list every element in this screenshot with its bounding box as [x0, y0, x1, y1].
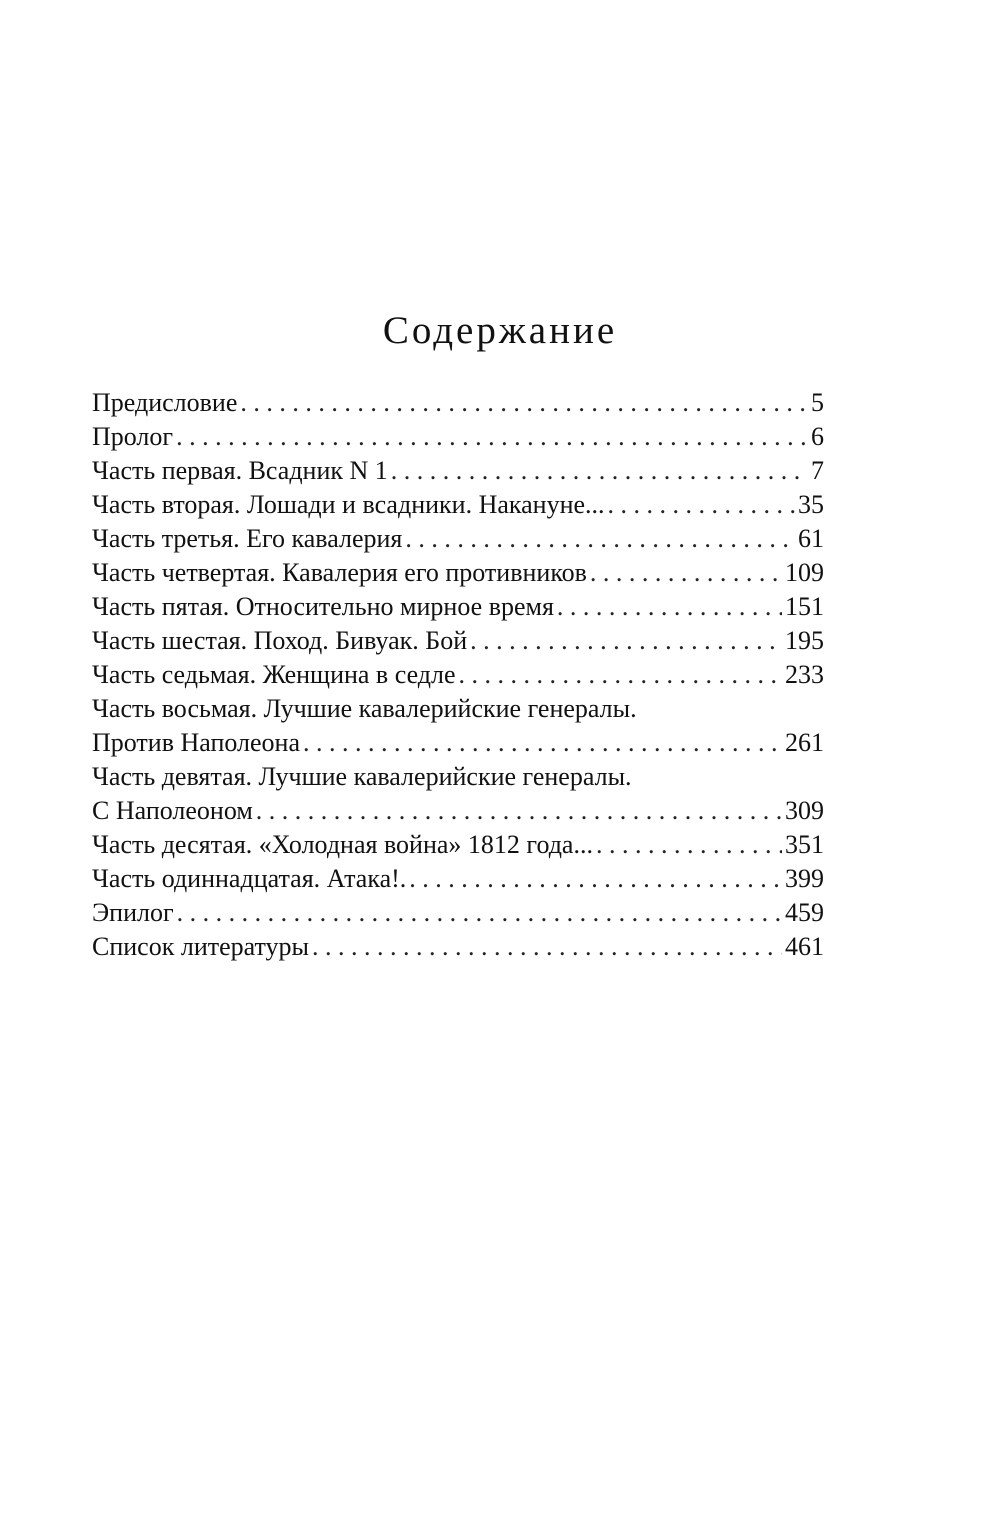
toc-entry: [92, 454, 824, 488]
toc-entry: [92, 658, 824, 692]
toc-entry: [92, 692, 824, 760]
toc-page-number: 351: [785, 830, 824, 859]
dot-leader: [391, 454, 808, 488]
toc-line-first: [92, 692, 824, 726]
toc-line-first: [92, 760, 824, 794]
dot-leader: [177, 896, 782, 930]
toc-page-number: 233: [785, 660, 824, 689]
toc-line: [92, 896, 824, 930]
toc-line: [92, 828, 824, 862]
toc-entry-title: Против Наполеона: [92, 728, 300, 757]
toc-entry: [92, 488, 824, 522]
dot-leader: [240, 386, 808, 420]
toc-line: [92, 522, 824, 556]
toc-line: [92, 624, 824, 658]
toc-page-number: 35: [798, 490, 824, 519]
toc-entry-title: Часть первая. Всадник N 1: [92, 456, 388, 485]
toc-entry: [92, 420, 824, 454]
toc-entry: [92, 624, 824, 658]
toc-entry: [92, 386, 824, 420]
toc-line: [92, 386, 824, 420]
toc-page-number: 61: [798, 524, 824, 553]
toc-entry-title: Список литературы: [92, 932, 309, 961]
toc-page-number: 195: [785, 626, 824, 655]
toc-entry-title-first-line: Часть восьмая. Лучшие кавалерийские генералы.: [92, 694, 637, 723]
dot-leader: [590, 556, 782, 590]
dot-leader: [303, 726, 782, 760]
toc-entry-title: Часть третья. Его кавалерия: [92, 524, 403, 553]
dot-leader: [557, 590, 782, 624]
toc-page-number: 261: [785, 728, 824, 757]
toc-entry: [92, 590, 824, 624]
toc-entry-title: С Наполеоном: [92, 796, 253, 825]
toc-entry-title: Пролог: [92, 422, 174, 451]
toc-line: [92, 862, 824, 896]
toc-entry-title: Часть четвертая. Кавалерия его противников: [92, 558, 587, 587]
toc-line: [92, 726, 824, 760]
toc-entry-title: Предисловие: [92, 388, 238, 417]
toc-line: [92, 488, 824, 522]
toc-list: [92, 386, 824, 964]
toc-entry: [92, 760, 824, 828]
dot-leader: [312, 930, 782, 964]
toc-page-number: 109: [785, 558, 824, 587]
toc-entry-title: Часть седьмая. Женщина в седле: [92, 660, 456, 689]
dot-leader: [405, 522, 795, 556]
toc-entry-title: Часть пятая. Относительно мирное время: [92, 592, 554, 621]
toc-page-number: 151: [785, 592, 824, 621]
toc-line: [92, 454, 824, 488]
toc-entry: [92, 556, 824, 590]
toc-entry: [92, 896, 824, 930]
toc-page-number: 5: [811, 388, 824, 417]
toc-page-number: 309: [785, 796, 824, 825]
toc-entry-title-first-line: Часть девятая. Лучшие кавалерийские генералы.: [92, 762, 632, 791]
toc-line: [92, 420, 824, 454]
dot-leader: [470, 624, 782, 658]
dot-leader: [176, 420, 808, 454]
toc-page-number: 461: [785, 932, 824, 961]
toc-entry: [92, 828, 824, 862]
toc-entry: [92, 862, 824, 896]
dot-leader: [596, 828, 782, 862]
toc-entry-title: Часть шестая. Поход. Бивуак. Бой: [92, 626, 468, 655]
toc-page-number: 459: [785, 898, 824, 927]
toc-page-number: 7: [811, 456, 824, 485]
toc-line: [92, 590, 824, 624]
toc-line: [92, 930, 824, 964]
toc-line: [92, 794, 824, 828]
dot-leader: [608, 488, 795, 522]
dot-leader: [409, 862, 782, 896]
toc-page-number: 6: [811, 422, 824, 451]
dot-leader: [256, 794, 782, 828]
toc-line: [92, 658, 824, 692]
toc-entry: [92, 522, 824, 556]
dot-leader: [459, 658, 782, 692]
toc-title: Содержание: [382, 309, 618, 352]
toc-entry-title: Часть одиннадцатая. Атака!.: [92, 864, 407, 893]
toc-entry-title: Эпилог: [92, 898, 174, 927]
toc-entry-title: Часть вторая. Лошади и всадники. Накануне...: [92, 490, 605, 519]
toc-page-number: 399: [785, 864, 824, 893]
toc-line: [92, 556, 824, 590]
toc-entry-title: Часть десятая. «Холодная война» 1812 года...: [92, 830, 593, 859]
toc-entry: [92, 930, 824, 964]
